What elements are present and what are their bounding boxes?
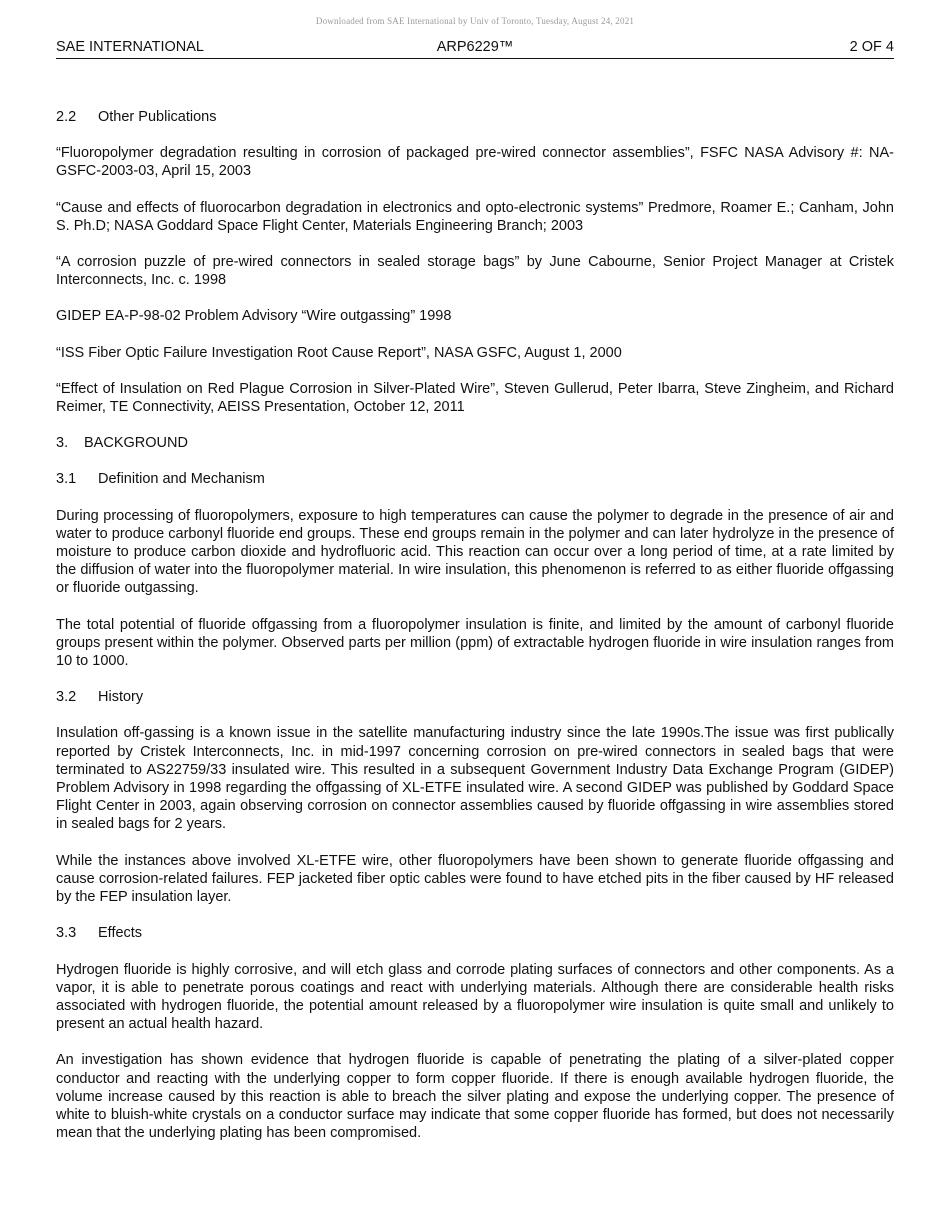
section-3-1-heading: [56, 470, 894, 488]
publication-item: “Cause and effects of fluorocarbon degradation in electronics and opto-electronic systems” Predmore, Roamer E.; Canham, John S. Ph.D; NASA Goddard Space Flight Center, Materials Engineering Branch; 2003: [56, 199, 894, 234]
section-number: 3.3: [56, 925, 77, 942]
section-title: Effects: [98, 925, 143, 942]
document-body: [56, 108, 894, 1160]
publication-item: “A corrosion puzzle of pre-wired connectors in sealed storage bags” by June Cabourne, Senior Project Manager at Cristek Interconnects, Inc. c. 1998: [56, 254, 894, 289]
paragraph: While the instances above involved XL-ETFE wire, other fluoropolymers have been shown to generate fluoride offgassing and cause corrosion-related failures. FEP jacketed fiber optic cables were found to have etched pits in the fiber caused by HF released by the FEP insulation layer.: [56, 852, 894, 906]
header-org: SAE INTERNATIONAL: [56, 39, 204, 55]
publication-item: GIDEP EA-P-98-02 Problem Advisory “Wire outgassing” 1998: [56, 308, 452, 325]
section-3-heading: [56, 434, 894, 452]
publication-item: “ISS Fiber Optic Failure Investigation Root Cause Report”, NASA GSFC, August 1, 2000: [56, 344, 622, 361]
section-title: History: [98, 689, 144, 706]
section-title: Other Publications: [98, 109, 217, 125]
section-3-3-heading: [56, 924, 894, 942]
page-header: [56, 38, 894, 59]
section-number: 3.2: [56, 689, 77, 706]
section-2-2-heading: [56, 108, 894, 126]
paragraph: Hydrogen fluoride is highly corrosive, and will etch glass and corrode plating surfaces of connectors and other components. As a vapor, it is able to penetrate porous coatings and react with underlying materials. Although there are considerable health risks associated with hydrogen fluoride, the potential amount released by a fluoropolymer wire insulation is quite small and unlikely to present an actual health hazard.: [56, 961, 894, 1033]
section-title: BACKGROUND: [84, 435, 188, 452]
header-page-number: 2 OF 4: [849, 39, 894, 55]
header-doc-id: ARP6229™: [436, 39, 514, 55]
paragraph: Insulation off-gassing is a known issue in the satellite manufacturing industry since the late 1990s.The issue was first publically reported by Cristek Interconnects, Inc. in mid-1997 concerning corrosion on pre-wired connectors in sealed bags that were terminated to AS22759/33 insulated wire. This resulted in a subsequent Government Industry Data Exchange Program (GIDEP) Problem Advisory in 1998 regarding the offgassing of XL-ETFE insulated wire. A second GIDEP was published by Goddard Space Flight Center in 2003, again observing corrosion on connector assemblies caused by fluoride offgassing in wire assemblies stored in sealed bags for 2 years.: [56, 725, 894, 833]
paragraph: An investigation has shown evidence that hydrogen fluoride is capable of penetrating the plating of a silver-plated copper conductor and reacting with the underlying copper to form copper fluoride. If there is enough available hydrogen fluoride, the volume increase caused by this reaction is able to breach the silver plating and expose the underlying copper. The presence of white to bluish-white crystals on a conductor surface may indicate that some copper fluoride has formed, but does not necessarily mean that the underlying plating has been compromised.: [56, 1052, 894, 1142]
paragraph: During processing of fluoropolymers, exposure to high temperatures can cause the polymer to degrade in the presence of air and water to produce carbonyl fluoride end groups. These end groups remain in the polymer and can later hydrolyze in the presence of moisture to produce carbon dioxide and hydrofluoric acid. This reaction can occur over a long period of time, at a rate limited by the diffusion of water into the fluoropolymer material. In wire insulation, this phenomenon is referred to as either fluoride offgassing or fluoride outgassing.: [56, 507, 894, 597]
section-3-2-heading: [56, 688, 894, 706]
section-number: 2.2: [56, 109, 77, 125]
download-watermark: Downloaded from SAE International by Univ of Toronto, Tuesday, August 24, 2021: [315, 16, 635, 26]
section-title: Definition and Mechanism: [98, 471, 265, 488]
publication-item: “Fluoropolymer degradation resulting in corrosion of packaged pre-wired connector assemblies”, FSFC NASA Advisory #: NA-GSFC-2003-03, April 15, 2003: [56, 145, 894, 180]
section-number: 3.: [56, 435, 69, 452]
paragraph: The total potential of fluoride offgassing from a fluoropolymer insulation is finite, and limited by the amount of carbonyl fluoride groups present within the polymer. Observed parts per million (ppm) of extractable hydrogen fluoride in wire insulation ranges from 10 to 1000.: [56, 616, 894, 670]
section-number: 3.1: [56, 471, 77, 488]
publication-item: “Effect of Insulation on Red Plague Corrosion in Silver-Plated Wire”, Steven Gullerud, Peter Ibarra, Steve Zingheim, and Richard Reimer, TE Connectivity, AEISS Presentation, October 12, 2011: [56, 380, 894, 416]
